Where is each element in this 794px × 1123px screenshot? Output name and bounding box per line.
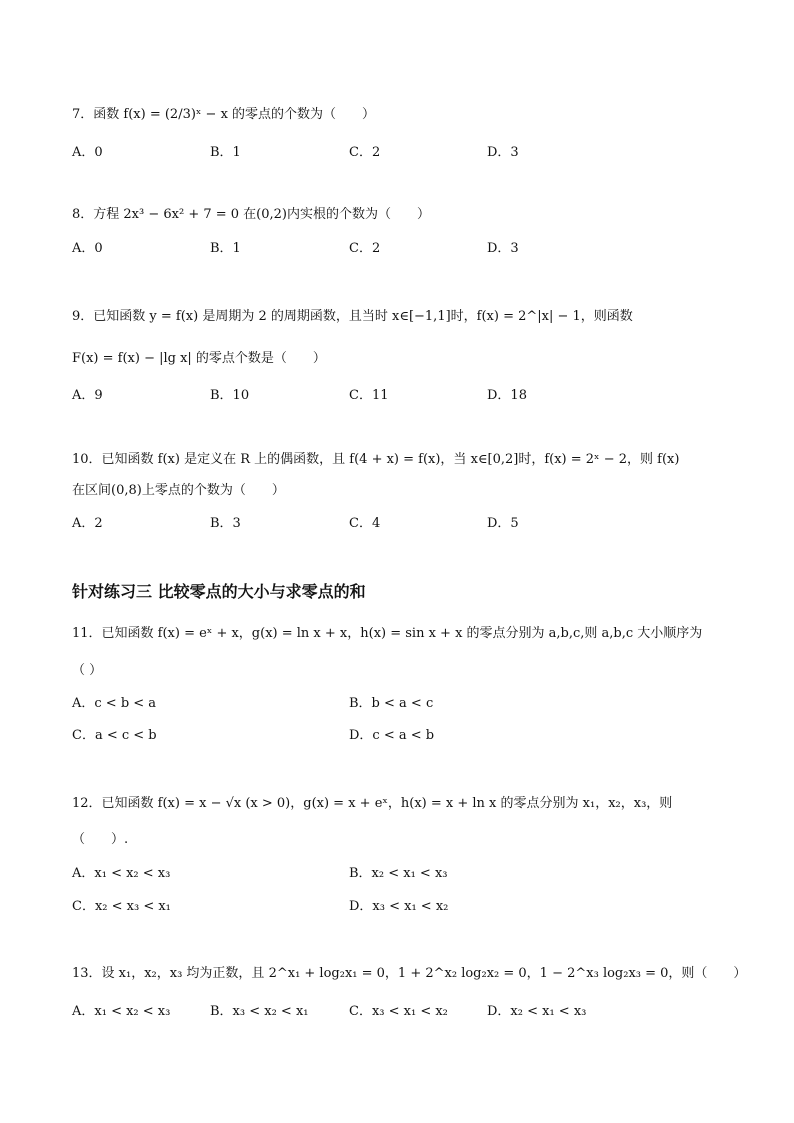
- question-12-stem-line-2: （ ）.: [72, 832, 129, 847]
- question-10-option-c: C．4: [349, 516, 381, 531]
- question-10-option-a: A．2: [72, 516, 103, 531]
- question-13-stem: 13．设 x₁，x₂，x₃ 均为正数，且 2^x₁ + log₂x₁ = 0，1 + 2^x₂ log₂x₂ = 0，1 − 2^x₃ log₂x₃ = 0，则（ ）: [72, 966, 747, 981]
- question-10-stem-line-2: 在区间(0,8)上零点的个数为（ ）: [72, 483, 285, 498]
- question-12-option-b: B．x₂ < x₁ < x₃: [349, 866, 448, 881]
- question-11-option-b: B．b < a < c: [349, 696, 434, 711]
- question-8-option-d: D．3: [487, 241, 519, 256]
- question-10-option-d: D．5: [487, 516, 519, 531]
- question-13-option-d: D．x₂ < x₁ < x₃: [487, 1004, 587, 1019]
- question-13-option-c: C．x₃ < x₁ < x₂: [349, 1004, 448, 1019]
- question-7-option-a: A．0: [72, 145, 103, 160]
- question-12-option-d: D．x₃ < x₁ < x₂: [349, 899, 449, 914]
- question-7-option-c: C．2: [349, 145, 381, 160]
- question-7-option-b: B．1: [210, 145, 241, 160]
- question-12-option-a: A．x₁ < x₂ < x₃: [72, 866, 171, 881]
- question-9-option-b: B．10: [210, 388, 250, 403]
- question-11-option-c: C．a < c < b: [72, 728, 157, 743]
- question-10-option-b: B．3: [210, 516, 241, 531]
- question-11-stem-line-1: 11．已知函数 f(x) = eˣ + x，g(x) = ln x + x，h(x) = sin x + x 的零点分别为 a,b,c,则 a,b,c 大小顺序为: [72, 626, 703, 641]
- question-13-option-b: B．x₃ < x₂ < x₁: [210, 1004, 309, 1019]
- question-8-option-b: B．1: [210, 241, 241, 256]
- question-13-option-a: A．x₁ < x₂ < x₃: [72, 1004, 171, 1019]
- question-9-stem-line-2: F(x) = f(x) − |lg x| 的零点个数是（ ）: [72, 351, 326, 366]
- question-8-option-a: A．0: [72, 241, 103, 256]
- question-11-stem-line-2: （ ）: [72, 663, 103, 678]
- question-11-option-a: A．c < b < a: [72, 696, 157, 711]
- question-8-stem: 8．方程 2x³ − 6x² + 7 = 0 在(0,2)内实根的个数为（ ）: [72, 207, 430, 222]
- question-12-option-c: C．x₂ < x₃ < x₁: [72, 899, 171, 914]
- question-8-option-c: C．2: [349, 241, 381, 256]
- question-9-option-d: D．18: [487, 388, 527, 403]
- question-12-stem-line-1: 12．已知函数 f(x) = x − √x (x > 0)，g(x) = x + eˣ，h(x) = x + ln x 的零点分别为 x₁，x₂，x₃，则: [72, 796, 673, 811]
- question-11-option-d: D．c < a < b: [349, 728, 435, 743]
- question-9-option-c: C．11: [349, 388, 389, 403]
- question-10-stem-line-1: 10．已知函数 f(x) 是定义在 R 上的偶函数，且 f(4 + x) = f(x)，当 x∈[0,2]时，f(x) = 2ˣ − 2，则 f(x): [72, 452, 680, 467]
- question-7-option-d: D．3: [487, 145, 519, 160]
- question-7-stem: 7．函数 f(x) = (2/3)ˣ − x 的零点的个数为（ ）: [72, 107, 376, 122]
- question-9-option-a: A．9: [72, 388, 103, 403]
- question-9-stem-line-1: 9．已知函数 y = f(x) 是周期为 2 的周期函数，且当时 x∈[−1,1]时，f(x) = 2^|x| − 1，则函数: [72, 309, 633, 324]
- section-title: 针对练习三 比较零点的大小与求零点的和: [72, 582, 366, 601]
